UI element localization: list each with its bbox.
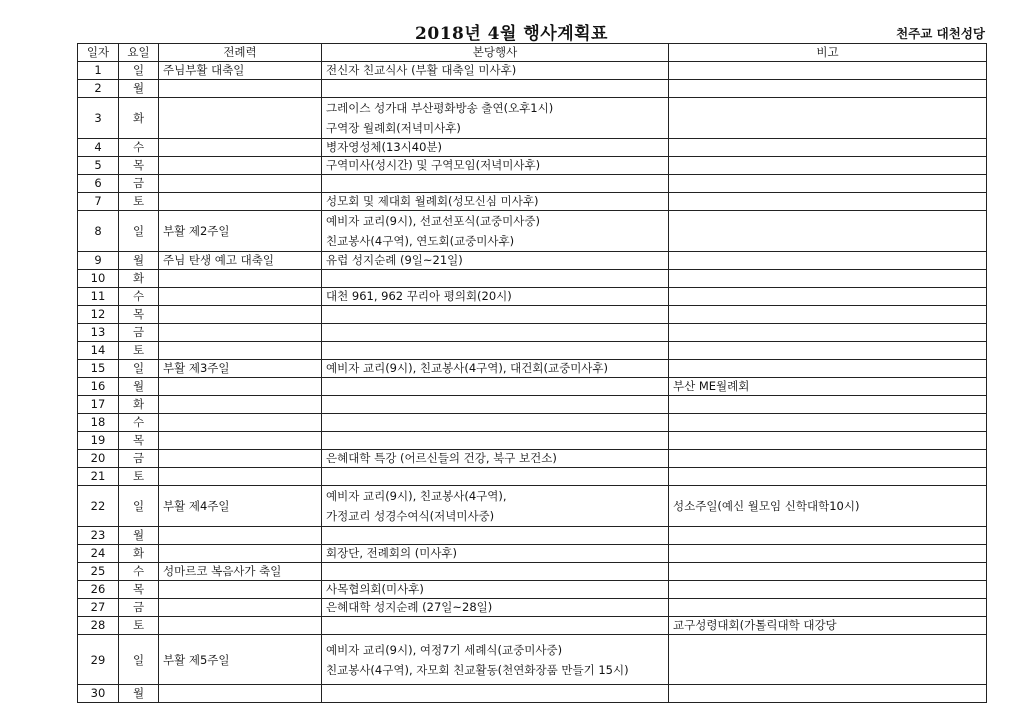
header-liturgical: 전례력	[159, 44, 322, 62]
liturgical-cell	[159, 581, 322, 599]
weekday-cell: 화	[119, 396, 159, 414]
event-line: 그레이스 성가대 부산평화방송 출연(오후1시)	[326, 101, 554, 115]
liturgical-cell: 주님 탄생 예고 대축일	[159, 252, 322, 270]
liturgical-cell	[159, 342, 322, 360]
table-row	[78, 175, 987, 193]
weekday-cell: 수	[119, 139, 159, 157]
day-cell: 18	[78, 414, 119, 432]
events-cell	[322, 581, 669, 599]
table-row	[78, 62, 987, 80]
day-cell: 15	[78, 360, 119, 378]
header-parish-events: 본당행사	[322, 44, 669, 62]
table-row	[78, 414, 987, 432]
day-cell: 6	[78, 175, 119, 193]
liturgical-cell	[159, 599, 322, 617]
table-row	[78, 80, 987, 98]
events-cell	[322, 450, 669, 468]
liturgical-cell: 부활 제4주일	[159, 486, 322, 527]
liturgical-cell: 주님부활 대축일	[159, 62, 322, 80]
table-row	[78, 527, 987, 545]
note-cell	[669, 139, 987, 157]
event-line: 가정교리 성경수여식(저녁미사중)	[326, 509, 495, 523]
weekday-cell: 토	[119, 342, 159, 360]
events-cell	[322, 211, 669, 252]
liturgical-cell	[159, 527, 322, 545]
note-cell	[669, 252, 987, 270]
note-cell	[669, 581, 987, 599]
table-row	[78, 599, 987, 617]
events-cell	[322, 360, 669, 378]
events-cell	[322, 685, 669, 703]
organization-name: 천주교 대천성당	[896, 26, 985, 41]
day-cell: 16	[78, 378, 119, 396]
weekday-cell: 수	[119, 563, 159, 581]
event-line: 예비자 교리(9시), 친교봉사(4구역), 대건회(교중미사후)	[326, 361, 609, 375]
events-cell	[322, 486, 669, 527]
day-cell: 25	[78, 563, 119, 581]
note-cell	[669, 324, 987, 342]
liturgical-cell: 부활 제3주일	[159, 360, 322, 378]
table-row	[78, 324, 987, 342]
table-row	[78, 288, 987, 306]
note-cell: 부산 ME월례회	[669, 378, 987, 396]
note-cell	[669, 563, 987, 581]
header-day: 일자	[78, 44, 119, 62]
events-cell	[322, 527, 669, 545]
weekday-cell: 월	[119, 685, 159, 703]
liturgical-cell	[159, 396, 322, 414]
events-cell	[322, 157, 669, 175]
events-cell	[322, 617, 669, 635]
liturgical-cell	[159, 468, 322, 486]
event-line: 은혜대학 성지순례 (27일~28일)	[326, 600, 493, 614]
day-cell: 20	[78, 450, 119, 468]
table-row	[78, 635, 987, 685]
note-cell	[669, 545, 987, 563]
weekday-cell: 금	[119, 175, 159, 193]
day-cell: 14	[78, 342, 119, 360]
day-cell: 30	[78, 685, 119, 703]
note-cell	[669, 635, 987, 685]
day-cell: 4	[78, 139, 119, 157]
liturgical-cell	[159, 685, 322, 703]
note-cell	[669, 288, 987, 306]
note-cell	[669, 685, 987, 703]
weekday-cell: 화	[119, 98, 159, 139]
event-line: 유럽 성지순례 (9일~21일)	[326, 253, 463, 267]
note-cell	[669, 360, 987, 378]
day-cell: 22	[78, 486, 119, 527]
liturgical-cell	[159, 98, 322, 139]
liturgical-cell	[159, 288, 322, 306]
event-line: 사목협의회(미사후)	[326, 582, 424, 596]
note-cell	[669, 599, 987, 617]
liturgical-cell: 부활 제2주일	[159, 211, 322, 252]
day-cell: 7	[78, 193, 119, 211]
liturgical-cell	[159, 450, 322, 468]
note-cell	[669, 193, 987, 211]
weekday-cell: 금	[119, 450, 159, 468]
day-cell: 21	[78, 468, 119, 486]
day-cell: 24	[78, 545, 119, 563]
table-row	[78, 685, 987, 703]
day-cell: 2	[78, 80, 119, 98]
weekday-cell: 토	[119, 617, 159, 635]
weekday-cell: 금	[119, 324, 159, 342]
table-row	[78, 617, 987, 635]
event-line: 예비자 교리(9시), 친교봉사(4구역),	[326, 489, 507, 503]
liturgical-cell	[159, 617, 322, 635]
weekday-cell: 월	[119, 80, 159, 98]
day-cell: 3	[78, 98, 119, 139]
event-line: 예비자 교리(9시), 선교선포식(교중미사중)	[326, 214, 540, 228]
day-cell: 11	[78, 288, 119, 306]
note-cell	[669, 396, 987, 414]
liturgical-cell: 성마르코 복음사가 축일	[159, 563, 322, 581]
event-line: 친교봉사(4구역), 자모회 친교활동(천연화장품 만들기 15시)	[326, 662, 629, 677]
liturgical-cell	[159, 378, 322, 396]
day-cell: 12	[78, 306, 119, 324]
event-line: 성모회 및 제대회 월례회(성모신심 미사후)	[326, 194, 539, 208]
table-row	[78, 98, 987, 139]
weekday-cell: 월	[119, 252, 159, 270]
note-cell	[669, 270, 987, 288]
liturgical-cell	[159, 175, 322, 193]
weekday-cell: 토	[119, 468, 159, 486]
events-cell	[322, 324, 669, 342]
events-cell	[322, 139, 669, 157]
note-cell	[669, 175, 987, 193]
events-cell	[322, 270, 669, 288]
events-cell	[322, 432, 669, 450]
liturgical-cell	[159, 193, 322, 211]
header-notes: 비고	[669, 44, 987, 62]
weekday-cell: 화	[119, 545, 159, 563]
table-row	[78, 450, 987, 468]
day-cell: 13	[78, 324, 119, 342]
events-cell	[322, 62, 669, 80]
table-row	[78, 378, 987, 396]
weekday-cell: 수	[119, 414, 159, 432]
liturgical-cell	[159, 414, 322, 432]
note-cell	[669, 450, 987, 468]
table-row	[78, 545, 987, 563]
events-cell	[322, 80, 669, 98]
weekday-cell: 금	[119, 599, 159, 617]
weekday-cell: 목	[119, 306, 159, 324]
day-cell: 1	[78, 62, 119, 80]
event-line: 예비자 교리(9시), 여정7기 세례식(교중미사중)	[326, 642, 563, 657]
note-cell	[669, 306, 987, 324]
day-cell: 29	[78, 635, 119, 685]
event-line: 은혜대학 특강 (어르신들의 건강, 북구 보건소)	[326, 451, 557, 465]
liturgical-cell: 부활 제5주일	[159, 635, 322, 685]
event-line: 구역장 월례회(저녁미사후)	[326, 121, 461, 135]
table-row	[78, 211, 987, 252]
weekday-cell: 일	[119, 635, 159, 685]
note-cell	[669, 468, 987, 486]
day-cell: 26	[78, 581, 119, 599]
weekday-cell: 수	[119, 288, 159, 306]
table-row	[78, 342, 987, 360]
table-row	[78, 139, 987, 157]
events-cell	[322, 378, 669, 396]
event-line: 친교봉사(4구역), 연도회(교중미사후)	[326, 234, 515, 248]
day-cell: 5	[78, 157, 119, 175]
day-cell: 10	[78, 270, 119, 288]
events-cell	[322, 468, 669, 486]
events-cell	[322, 175, 669, 193]
note-cell	[669, 62, 987, 80]
note-cell	[669, 342, 987, 360]
weekday-cell: 일	[119, 62, 159, 80]
table-row	[78, 563, 987, 581]
weekday-cell: 토	[119, 193, 159, 211]
day-cell: 27	[78, 599, 119, 617]
header-weekday: 요일	[119, 44, 159, 62]
day-cell: 28	[78, 617, 119, 635]
events-cell	[322, 306, 669, 324]
weekday-cell: 월	[119, 527, 159, 545]
liturgical-cell	[159, 270, 322, 288]
note-cell	[669, 432, 987, 450]
weekday-cell: 월	[119, 378, 159, 396]
weekday-cell: 목	[119, 581, 159, 599]
events-cell	[322, 414, 669, 432]
liturgical-cell	[159, 306, 322, 324]
events-cell	[322, 193, 669, 211]
note-cell: 교구성령대회(가톨릭대학 대강당	[669, 617, 987, 635]
day-cell: 9	[78, 252, 119, 270]
table-row	[78, 193, 987, 211]
day-cell: 17	[78, 396, 119, 414]
day-cell: 19	[78, 432, 119, 450]
event-schedule-table	[77, 43, 987, 703]
table-row	[78, 157, 987, 175]
page-title: 2018년 4월 행사계획표	[415, 24, 608, 44]
table-row	[78, 432, 987, 450]
note-cell	[669, 527, 987, 545]
liturgical-cell	[159, 139, 322, 157]
note-cell	[669, 80, 987, 98]
weekday-cell: 일	[119, 486, 159, 527]
day-cell: 8	[78, 211, 119, 252]
table-row	[78, 468, 987, 486]
events-cell	[322, 98, 669, 139]
events-cell	[322, 599, 669, 617]
liturgical-cell	[159, 324, 322, 342]
event-line: 회장단, 전례회의 (미사후)	[326, 546, 458, 560]
weekday-cell: 목	[119, 432, 159, 450]
note-cell	[669, 157, 987, 175]
liturgical-cell	[159, 545, 322, 563]
table-row	[78, 360, 987, 378]
table-row	[78, 581, 987, 599]
event-line: 전신자 친교식사 (부활 대축일 미사후)	[326, 63, 517, 77]
events-cell	[322, 342, 669, 360]
event-line: 구역미사(성시간) 및 구역모임(저녁미사후)	[326, 158, 541, 172]
table-row	[78, 252, 987, 270]
liturgical-cell	[159, 157, 322, 175]
liturgical-cell	[159, 432, 322, 450]
note-cell	[669, 211, 987, 252]
table-header-row	[78, 44, 987, 62]
day-cell: 23	[78, 527, 119, 545]
events-cell	[322, 635, 669, 685]
table-row	[78, 270, 987, 288]
event-line: 대천 961, 962 꾸리아 평의회(20시)	[326, 289, 512, 303]
note-cell	[669, 414, 987, 432]
table-row	[78, 306, 987, 324]
events-cell	[322, 252, 669, 270]
table-row	[78, 396, 987, 414]
liturgical-cell	[159, 80, 322, 98]
event-line: 병자영성체(13시40분)	[326, 140, 443, 154]
weekday-cell: 일	[119, 360, 159, 378]
events-cell	[322, 396, 669, 414]
note-cell: 성소주일(예신 월모임 신학대학10시)	[669, 486, 987, 527]
events-cell	[322, 288, 669, 306]
weekday-cell: 목	[119, 157, 159, 175]
events-cell	[322, 545, 669, 563]
weekday-cell: 화	[119, 270, 159, 288]
events-cell	[322, 563, 669, 581]
table-row	[78, 486, 987, 527]
note-cell	[669, 98, 987, 139]
weekday-cell: 일	[119, 211, 159, 252]
